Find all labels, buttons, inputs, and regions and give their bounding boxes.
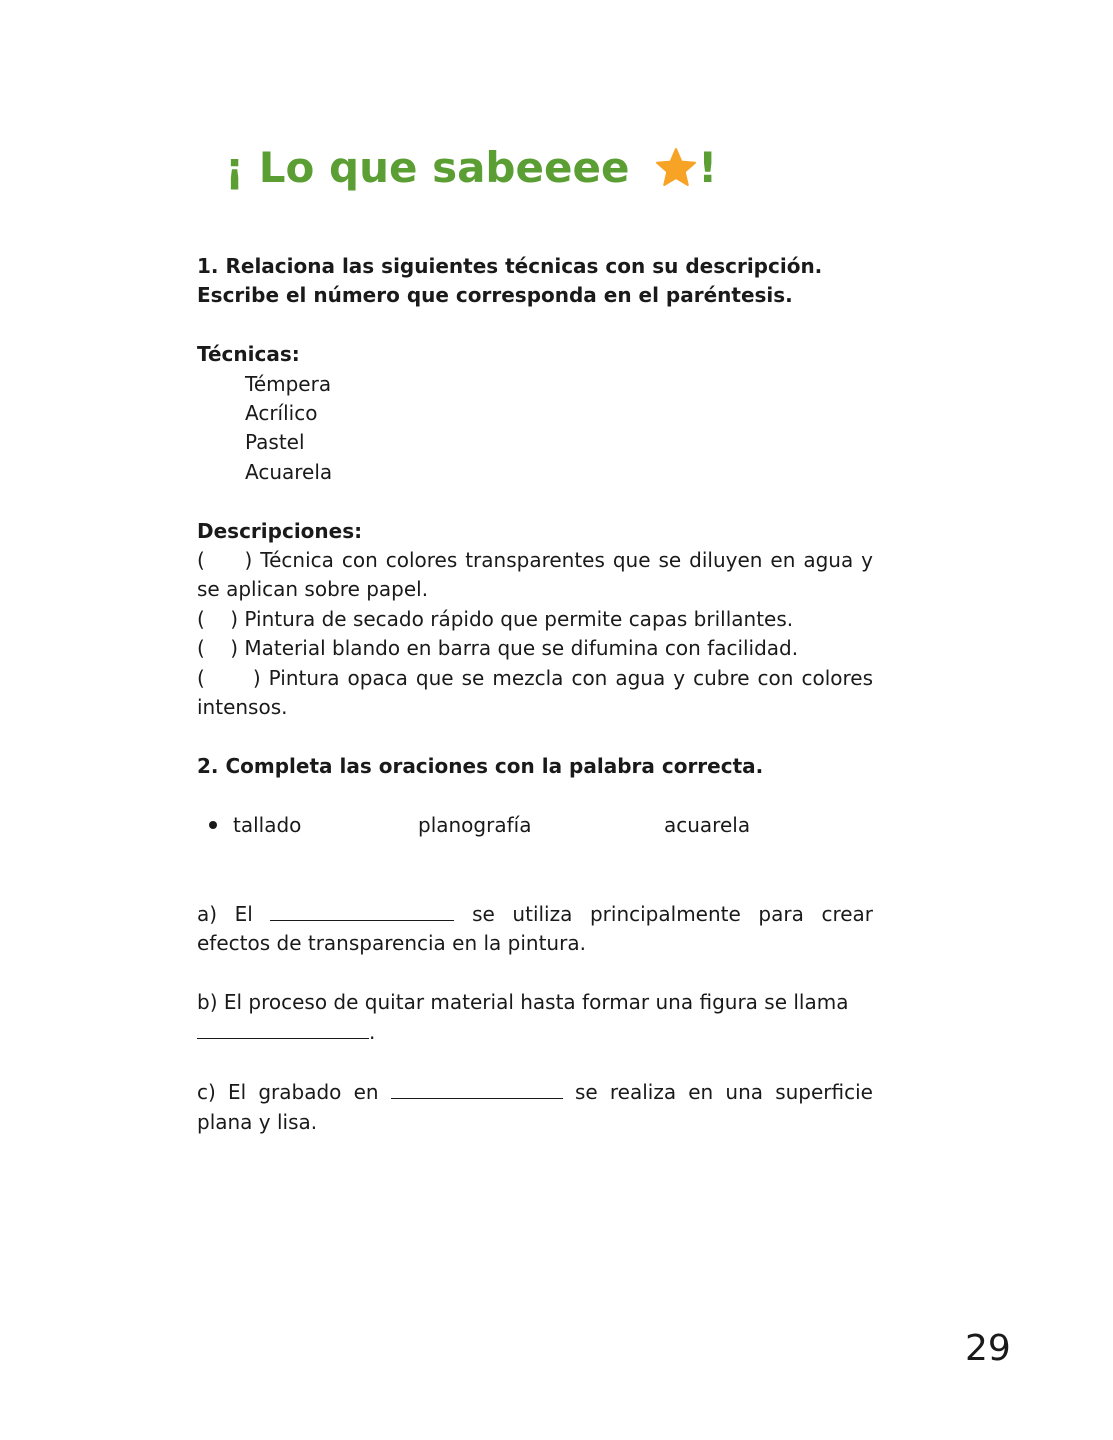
sentence-b-end: . xyxy=(369,1020,376,1045)
blank-a[interactable] xyxy=(270,899,454,921)
q2-heading: 2. Completa las oraciones con la palabra correcta. xyxy=(197,753,764,778)
sentence-b xyxy=(197,988,873,1017)
bullet-icon xyxy=(209,821,217,829)
sentence-a xyxy=(197,899,873,959)
descripcion-item[interactable]: ( ) Pintura de secado rápido que permite capas brillantes. xyxy=(197,606,794,631)
worksheet-content xyxy=(197,252,880,1137)
title-exclamation: ! xyxy=(698,143,718,192)
sentence-b-blank-line xyxy=(197,1017,873,1047)
word-bank xyxy=(197,811,873,840)
descripcion-item[interactable]: ( ) Pintura opaca que se mezcla con agua y cubre con colores intensos. xyxy=(197,665,880,720)
q1-instruction-line2: Escribe el número que corresponda en el paréntesis. xyxy=(197,283,793,308)
page-title xyxy=(225,143,717,192)
descripciones-label: Descripciones: xyxy=(197,518,363,543)
descripcion-item[interactable]: ( ) Material blando en barra que se difumina con facilidad. xyxy=(197,636,799,661)
sentence-c-start: c) El grabado en xyxy=(197,1080,391,1105)
word-bank-item: planografía xyxy=(418,812,532,837)
tecnicas-label: Técnicas: xyxy=(197,342,300,367)
tecnica-item: Témpera xyxy=(245,371,332,396)
title-text: ¡ Lo que sabeeee xyxy=(225,143,645,192)
blank-b[interactable] xyxy=(197,1017,369,1039)
tecnica-item: Acrílico xyxy=(245,401,318,426)
word-bank-item: acuarela xyxy=(664,812,751,837)
blank-c[interactable] xyxy=(391,1077,563,1099)
sentence-c xyxy=(197,1077,873,1137)
star-shape xyxy=(657,149,695,185)
word-bank-item: tallado xyxy=(233,812,302,837)
sentence-a-start: a) El xyxy=(197,901,271,926)
descripcion-item[interactable]: ( ) Técnica con colores transparentes que se diluyen en agua y se aplican sobre papel. xyxy=(197,548,880,602)
tecnica-item: Pastel xyxy=(245,430,305,455)
sentence-c-end: se realiza en una superficie plana y lisa. xyxy=(197,1080,873,1134)
q1-instruction-line1: 1. Relaciona las siguientes técnicas con su descripción. xyxy=(197,254,823,278)
sentence-a-end: se utiliza principalmente para crear efectos de transparencia en la pintura. xyxy=(197,901,874,956)
star-icon xyxy=(654,146,698,190)
sentence-b-text: b) El proceso de quitar material hasta formar una figura se llama xyxy=(197,990,849,1015)
page-number: 29 xyxy=(965,1328,1011,1369)
tecnica-item: Acuarela xyxy=(245,459,333,484)
